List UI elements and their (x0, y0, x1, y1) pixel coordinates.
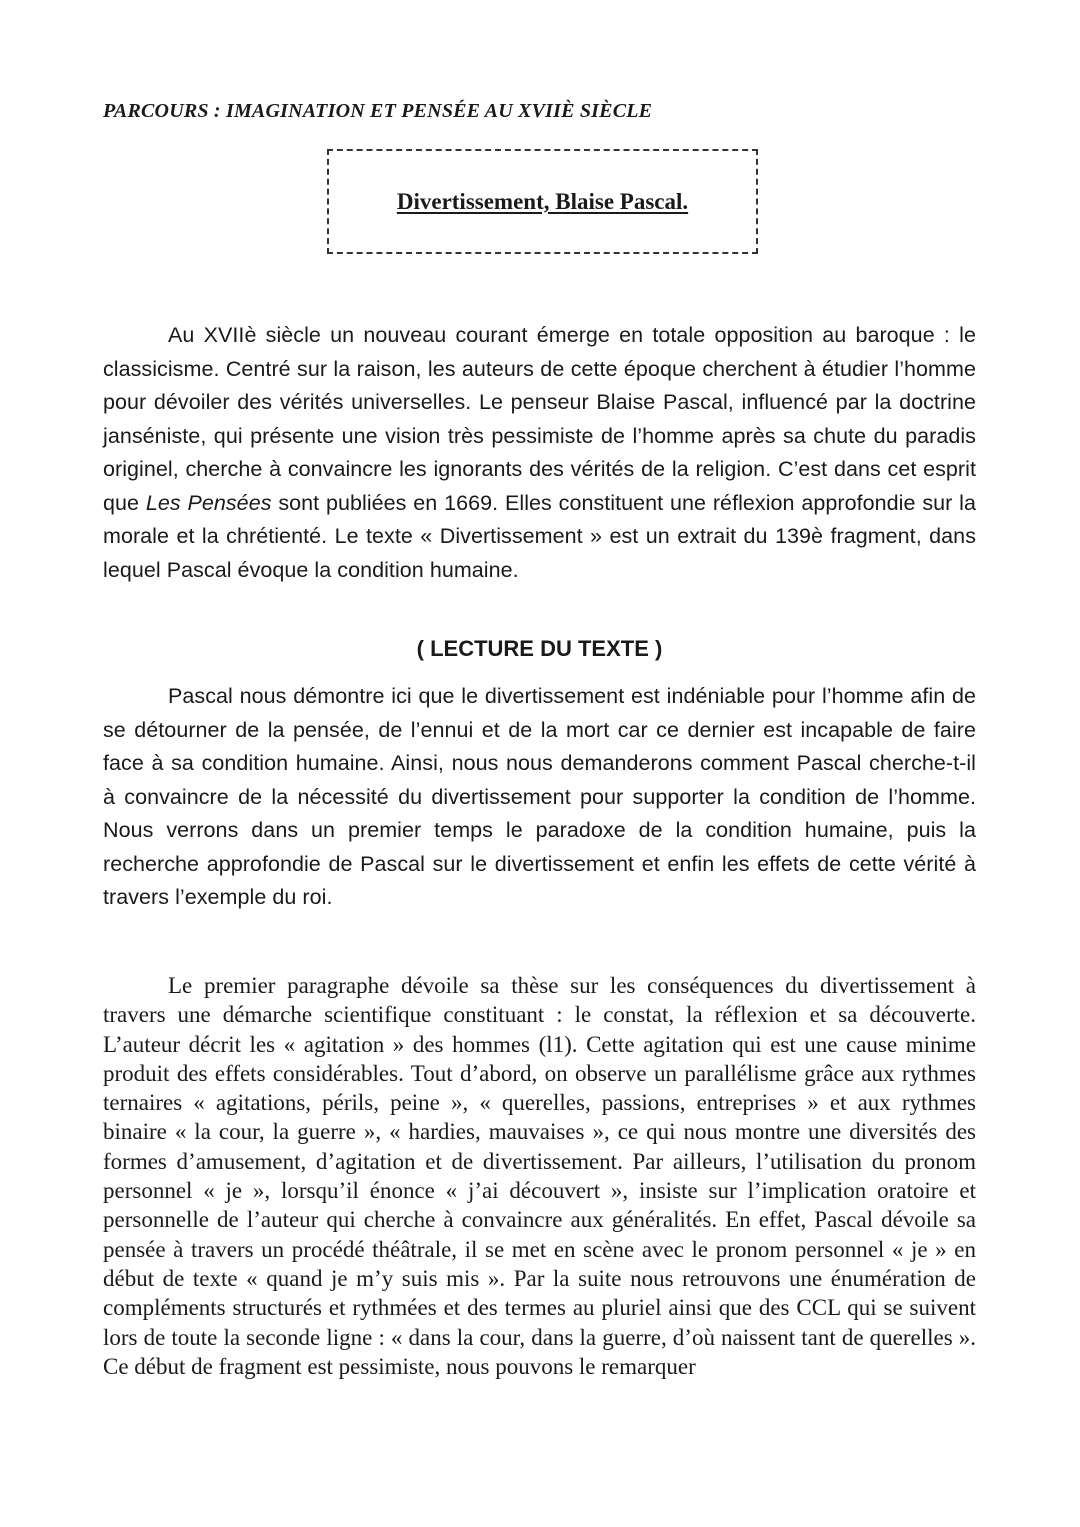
reading-heading: ( LECTURE DU TEXTE ) (416, 636, 663, 661)
intro-text-part2: sont publiées en 1669. Elles constituent une réflexion approfondie sur la morale et la chrétienté. Le texte « Divertissement » est un extrait du 139è fragment, dans lequel Pascal évoque la condition humaine. (103, 490, 976, 582)
intro-paragraph (103, 319, 976, 587)
course-header: PARCOURS : IMAGINATION ET PENSÉE AU XVIIÈ SIÈCLE (103, 100, 653, 122)
analysis-paragraph: Le premier paragraphe dévoile sa thèse sur les conséquences du divertissement à travers une démarche scientifique constituant : le constat, la réflexion et sa découverte. L’auteur décrit les « agitation » des hommes (l1). Cette agitation qui est une cause minime produit des effets considérables. Tout d’abord, on observe un parallélisme grâce aux rythmes ternaires « agitations, périls, peine », « querelles, passions, entreprises » et aux rythmes binaire « la cour, la guerre », « hardies, mauvaises », ce qui nous montre une diversités des formes d’amusement, d’agitation et de divertissement. Par ailleurs, l’utilisation du pronom personnel « je », lorsqu’il énonce « j’ai découvert », insiste sur l’implication oratoire et personnelle de l’auteur qui cherche à convaincre aux généralités. En effet, Pascal dévoile sa pensée à travers un procédé théâtrale, il se met en scène avec le pronom personnel « je » en début de texte « quand je m’y suis mis ». Par la suite nous retrouvons une énumération de compléments structurés et rythmées et des termes au pluriel ainsi que des CCL qui se suivent lors de toute la seconde ligne : « dans la cour, dans la guerre, d’où naissent tant de querelles ». Ce début de fragment est pessimiste, nous pouvons le remarquer (103, 973, 976, 1379)
work-title: Les Pensées (145, 490, 272, 515)
problematic-paragraph: Pascal nous démontre ici que le divertissement est indéniable pour l’homme afin de se détourner de la pensée, de l’ennui et de la mort car ce dernier est incapable de faire face à sa condition humaine. Ainsi, nous nous demanderons comment Pascal cherche-t-il à convaincre de la nécessité du divertissement pour supporter la condition de l’homme. Nous verrons dans un premier temps le paradoxe de la condition humaine, puis la recherche approfondie de Pascal sur le divertissement et enfin les effets de cette vérité à travers l’exemple du roi. (103, 684, 976, 909)
document-title: Divertissement, Blaise Pascal. (396, 188, 689, 214)
intro-text-part1: Au XVIIè siècle un nouveau courant émerge en totale opposition au baroque : le classicisme. Centré sur la raison, les auteurs de cette époque cherchent à étudier l’homme pour dévoiler des vérités universelles. Le penseur Blaise Pascal, influencé par la doctrine janséniste, qui présente une vision très pessimiste de l’homme après sa chute du paradis originel, cherche à convaincre les ignorants des vérités de la religion. C’est dans cet esprit que (103, 323, 976, 515)
title-box (327, 149, 758, 254)
